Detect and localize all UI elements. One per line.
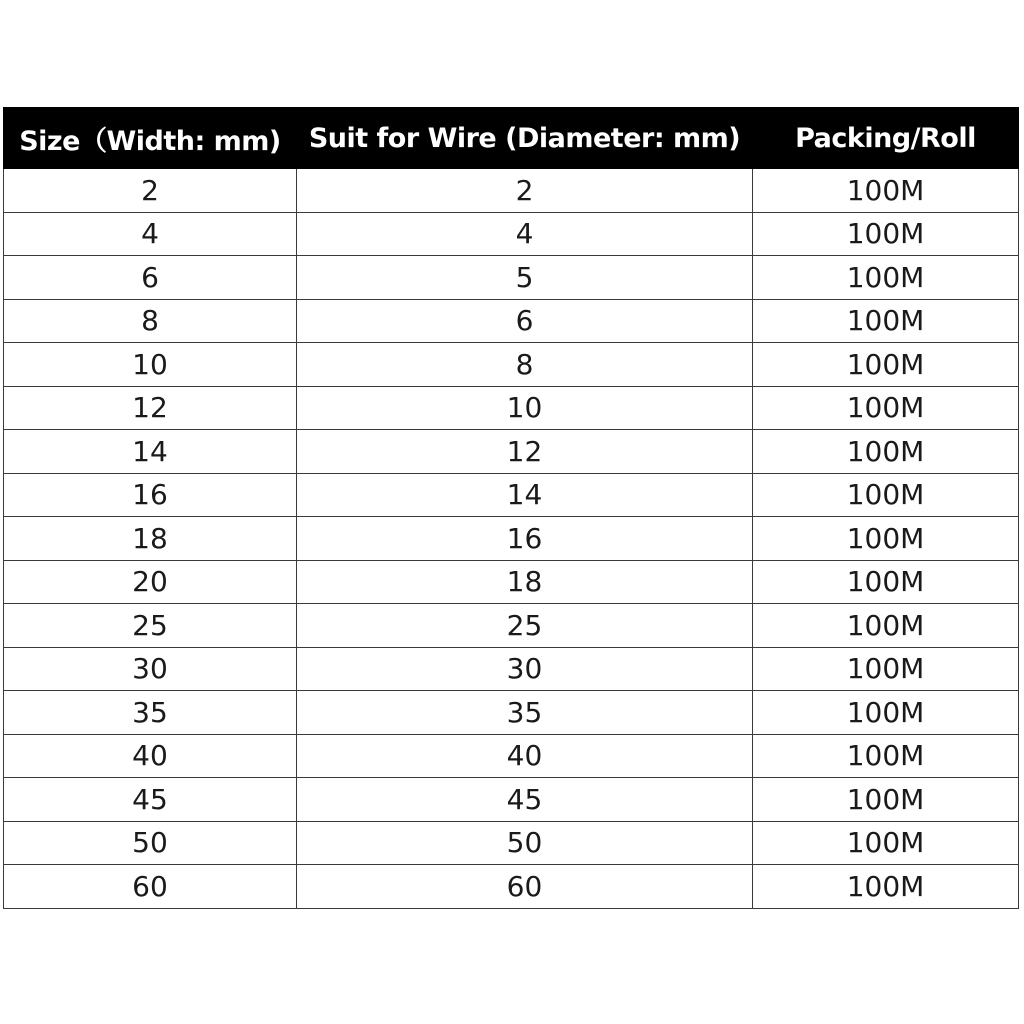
table-row (4, 299, 1019, 343)
table-header (4, 108, 1019, 169)
wire-diameter-cell: 18 (297, 560, 753, 604)
table-row (4, 821, 1019, 865)
size-width-cell: 30 (4, 647, 297, 691)
wire-diameter-cell: 50 (297, 821, 753, 865)
size-width-cell: 16 (4, 473, 297, 517)
wire-diameter-cell: 5 (297, 256, 753, 300)
wire-diameter-cell: 60 (297, 865, 753, 909)
packing-roll-cell: 100M (753, 256, 1019, 300)
size-width-cell: 60 (4, 865, 297, 909)
packing-roll-cell: 100M (753, 821, 1019, 865)
wire-diameter-cell: 25 (297, 604, 753, 648)
packing-roll-cell: 100M (753, 299, 1019, 343)
table-row (4, 473, 1019, 517)
table-body (4, 169, 1019, 909)
size-width-cell: 50 (4, 821, 297, 865)
size-width-cell: 4 (4, 212, 297, 256)
wire-diameter-cell: 6 (297, 299, 753, 343)
table-row (4, 212, 1019, 256)
size-width-cell: 14 (4, 430, 297, 474)
size-width-cell: 2 (4, 169, 297, 213)
size-width-cell: 10 (4, 343, 297, 387)
size-width-cell: 6 (4, 256, 297, 300)
table-row (4, 256, 1019, 300)
size-width-cell: 45 (4, 778, 297, 822)
wire-diameter-cell: 12 (297, 430, 753, 474)
table-row (4, 517, 1019, 561)
wire-diameter-cell: 45 (297, 778, 753, 822)
size-width-cell: 35 (4, 691, 297, 735)
size-width-cell: 40 (4, 734, 297, 778)
packing-roll-cell: 100M (753, 865, 1019, 909)
packing-roll-cell: 100M (753, 386, 1019, 430)
wire-diameter-cell: 16 (297, 517, 753, 561)
table-row (4, 647, 1019, 691)
packing-roll-cell: 100M (753, 212, 1019, 256)
wire-diameter-cell: 35 (297, 691, 753, 735)
packing-roll-cell: 100M (753, 473, 1019, 517)
table-row (4, 734, 1019, 778)
header-row (4, 108, 1019, 169)
table-row (4, 386, 1019, 430)
size-spec-table (3, 107, 1019, 909)
header-suit-for-wire: Suit for Wire (Diameter: mm) (297, 108, 753, 169)
table-row (4, 343, 1019, 387)
table-row (4, 865, 1019, 909)
packing-roll-cell: 100M (753, 343, 1019, 387)
wire-diameter-cell: 40 (297, 734, 753, 778)
table-row (4, 169, 1019, 213)
wire-diameter-cell: 8 (297, 343, 753, 387)
size-width-cell: 25 (4, 604, 297, 648)
size-width-cell: 8 (4, 299, 297, 343)
wire-diameter-cell: 2 (297, 169, 753, 213)
wire-diameter-cell: 4 (297, 212, 753, 256)
packing-roll-cell: 100M (753, 778, 1019, 822)
packing-roll-cell: 100M (753, 169, 1019, 213)
wire-diameter-cell: 14 (297, 473, 753, 517)
size-width-cell: 18 (4, 517, 297, 561)
packing-roll-cell: 100M (753, 734, 1019, 778)
packing-roll-cell: 100M (753, 691, 1019, 735)
packing-roll-cell: 100M (753, 647, 1019, 691)
wire-diameter-cell: 10 (297, 386, 753, 430)
table-row (4, 778, 1019, 822)
table-row (4, 560, 1019, 604)
header-size-width: Size（Width: mm) (4, 108, 297, 169)
wire-diameter-cell: 30 (297, 647, 753, 691)
size-width-cell: 12 (4, 386, 297, 430)
packing-roll-cell: 100M (753, 560, 1019, 604)
header-packing-roll: Packing/Roll (753, 108, 1019, 169)
table-row (4, 691, 1019, 735)
table-row (4, 430, 1019, 474)
table-row (4, 604, 1019, 648)
size-width-cell: 20 (4, 560, 297, 604)
packing-roll-cell: 100M (753, 430, 1019, 474)
packing-roll-cell: 100M (753, 517, 1019, 561)
packing-roll-cell: 100M (753, 604, 1019, 648)
